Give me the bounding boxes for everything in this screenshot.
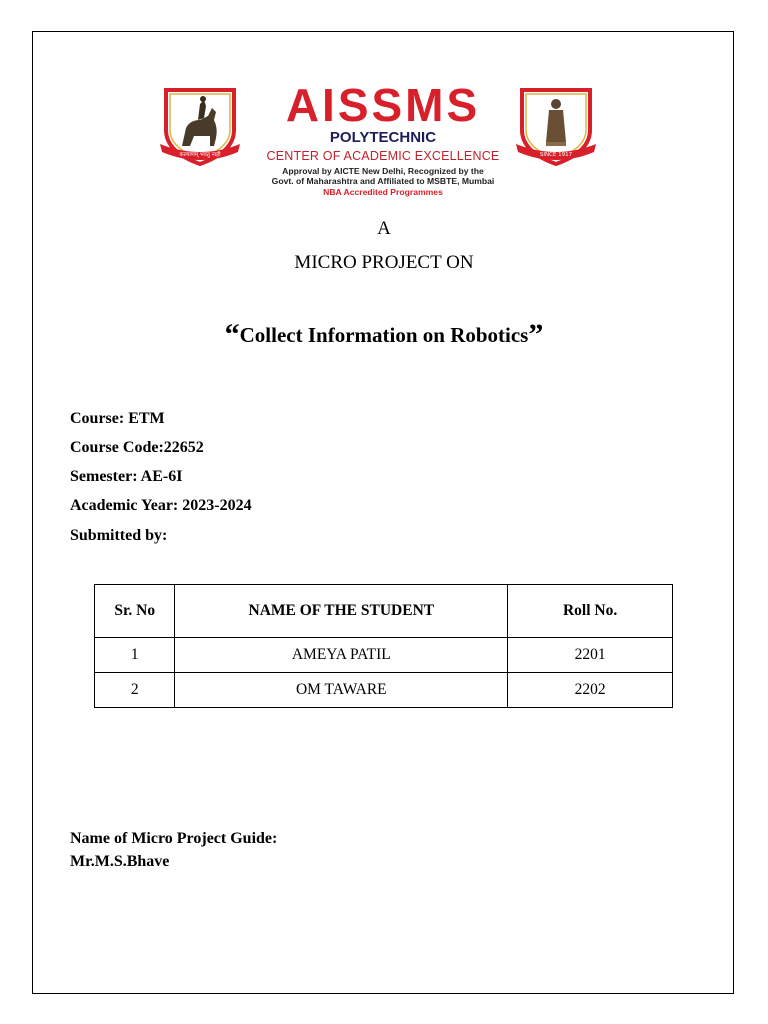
course-code: Course Code:22652: [70, 439, 204, 456]
title-micro-project: MICRO PROJECT ON: [294, 252, 474, 273]
course: Course: ETM: [70, 410, 165, 427]
header-sr-no: Sr. No: [95, 585, 175, 638]
logo-subtitle: POLYTECHNIC: [329, 129, 437, 146]
semester: Semester: AE-6I: [70, 468, 183, 485]
close-quote: ”: [528, 318, 544, 351]
approval-line-1: Approval by AICTE New Delhi, Recognized by the: [282, 166, 484, 176]
cell-roll-no: 2202: [508, 673, 673, 708]
right-crest-banner-text: SINCE 1917: [539, 152, 573, 158]
title-line-a: A: [377, 218, 391, 239]
cell-student-name: OM TAWARE: [175, 673, 508, 708]
open-quote: “: [224, 318, 240, 351]
standing-statue-crest-icon: [516, 86, 596, 168]
students-table: [94, 584, 673, 708]
logo-title: AISSMS: [285, 79, 481, 131]
table-row: [95, 638, 673, 673]
header-roll-no: Roll No.: [508, 585, 673, 638]
cell-roll-no: 2201: [508, 638, 673, 673]
table-row: [95, 673, 673, 708]
cell-student-name: AMEYA PATIL: [175, 638, 508, 673]
approval-line-2: Govt. of Maharashtra and Affiliated to MSBTE, Mumbai: [271, 176, 495, 186]
header-student-name: NAME OF THE STUDENT: [175, 585, 508, 638]
left-crest-banner-text: कल्याणम् भवतु नाही: [179, 152, 221, 158]
cell-sr-no: 2: [95, 673, 175, 708]
nba-accreditation: NBA Accredited Programmes: [323, 187, 443, 197]
academic-year: Academic Year: 2023-2024: [70, 497, 252, 514]
approval-text: [258, 166, 508, 186]
project-name: Collect Information on Robotics: [239, 323, 529, 347]
guide-name: Mr.M.S.Bhave: [70, 853, 170, 870]
table-header-row: [95, 585, 673, 638]
logo-tagline: CENTER OF ACADEMIC EXCELLENCE: [266, 149, 500, 163]
equestrian-statue-crest-icon: [160, 86, 240, 168]
guide-label: Name of Micro Project Guide:: [70, 830, 278, 847]
project-title: [0, 318, 768, 352]
submitted-by-label: Submitted by:: [70, 527, 168, 544]
cell-sr-no: 1: [95, 638, 175, 673]
